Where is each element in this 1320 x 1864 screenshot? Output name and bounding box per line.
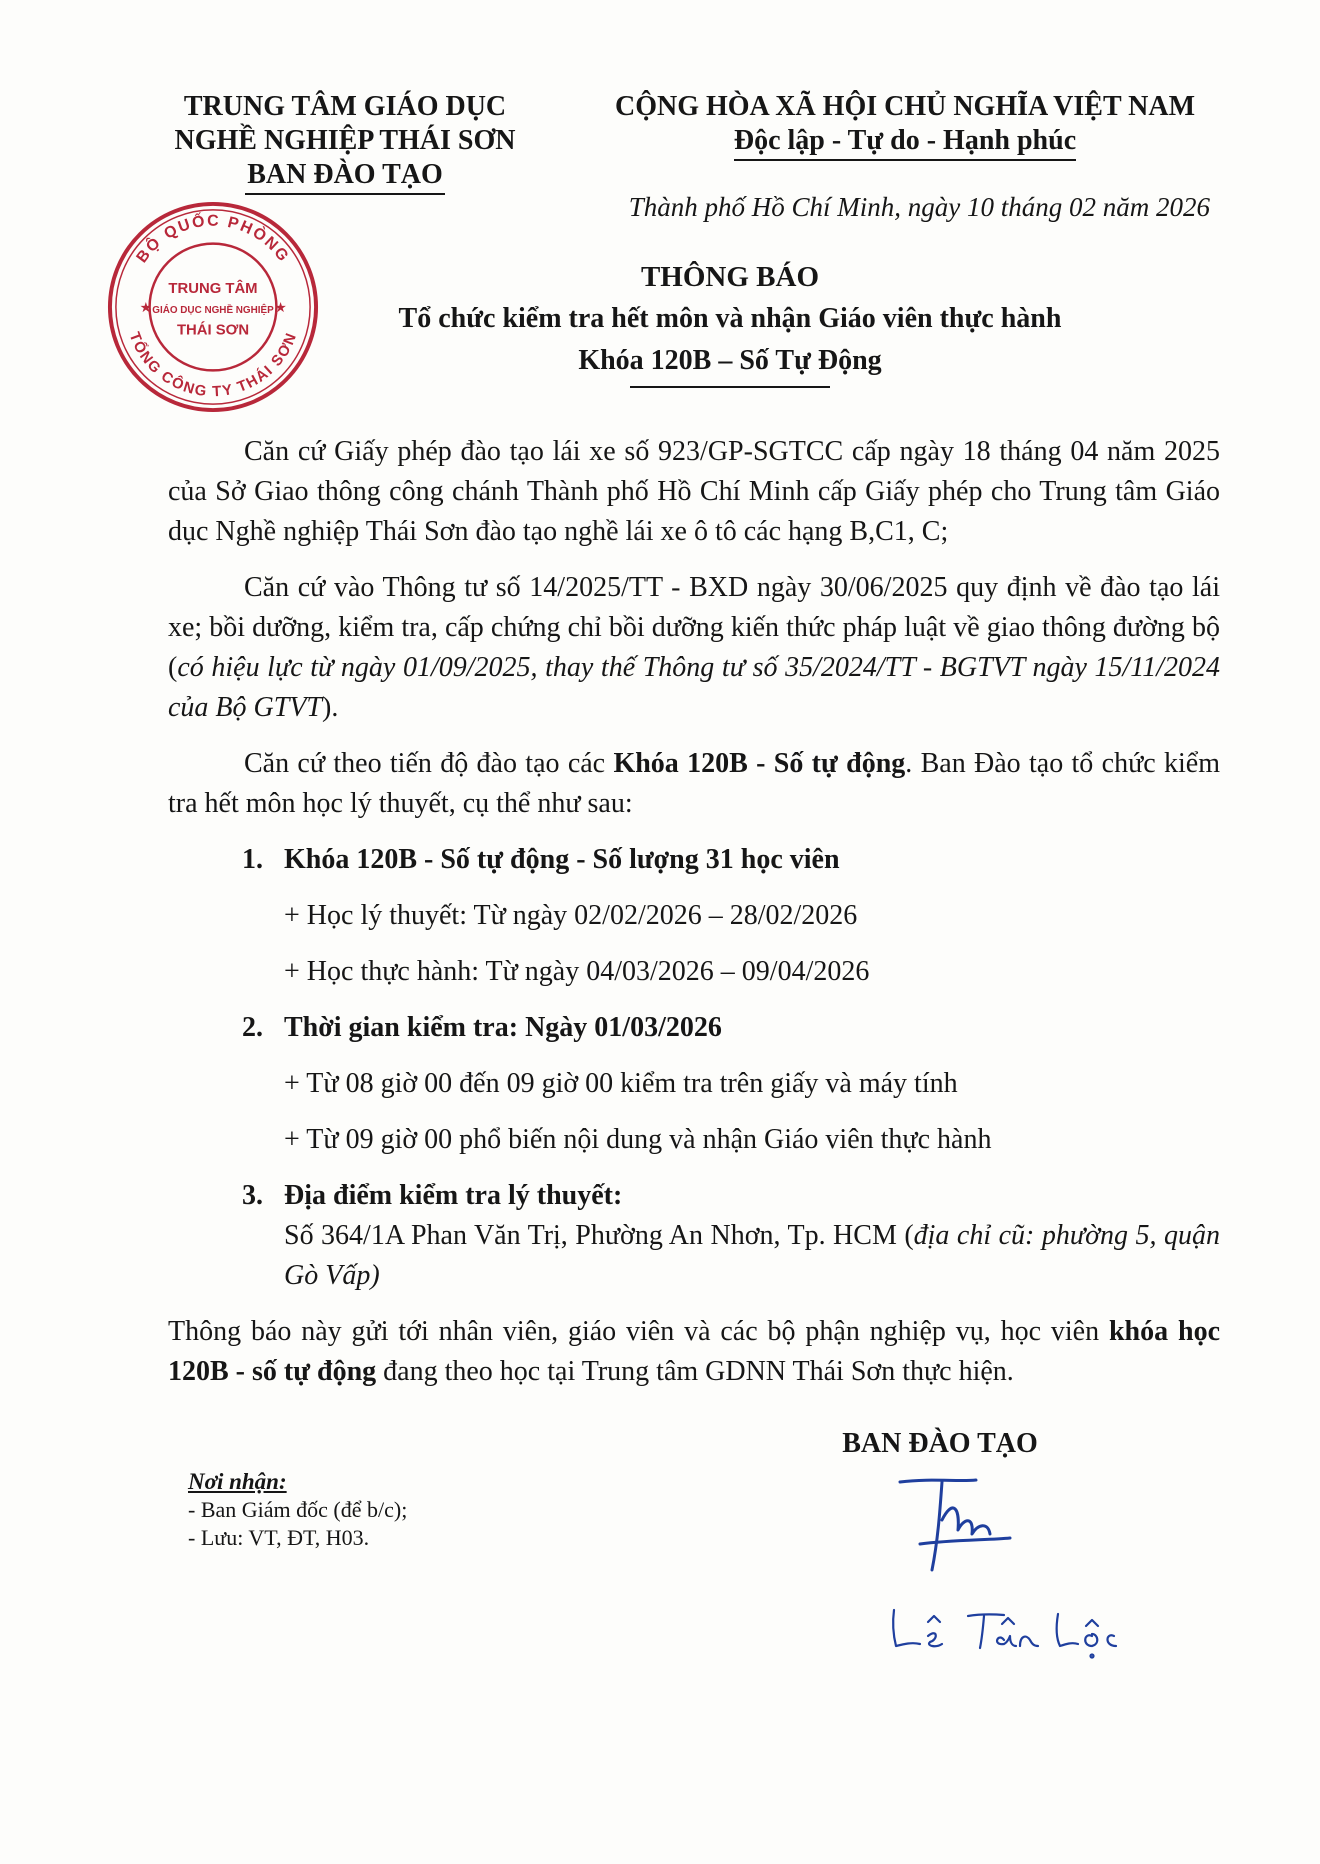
practice-schedule: + Học thực hành: Từ ngày 04/03/2026 – 09/04/2026 [284,956,870,987]
seal-inner-line-1: TRUNG TÂM [168,281,258,298]
list-number-3: 3. [242,1180,263,1211]
seal-inner-line-3: THÁI SƠN [176,322,250,339]
theory-schedule: + Học lý thuyết: Từ ngày 02/02/2026 – 28/02/2026 [284,900,858,931]
org-line-1: TRUNG TÂM GIÁO DỤC [183,91,507,122]
list-number-1: 1. [242,844,263,875]
issuing-organization [150,90,540,195]
place-and-date: Thành phố Hồ Chí Minh, ngày 10 tháng 02 năm 2026 [628,192,1210,222]
seal-star-right: ★ [274,298,287,315]
seal-inner-line-2: GIÁO DỤC NGHỀ NGHIỆP [152,304,274,316]
address-close-paren: ) [370,1260,380,1291]
closing-text-bold: khóa học 120B - số tự động [168,1316,1220,1387]
country-name: CỘNG HÒA XÃ HỘI CHỦ NGHĨA VIỆT NAM [614,91,1196,122]
list-item-course [242,840,1220,992]
seal-star-left: ★ [139,298,153,315]
p2-text-italic: có hiệu lực từ ngày 01/09/2025, thay thế Thông tư số 35/2024/TT - BGTVT ngày 15/11/2024 của Bộ GTVT [168,652,1220,723]
paragraph-legal-basis-1: Căn cứ Giấy phép đào tạo lái xe số 923/GP-SGTCC cấp ngày 18 tháng 04 năm 2025 của Sở Giao thông công chánh Thành phố Hồ Chí Minh cấp Giấy phép cho Trung tâm Giáo dục Nghề nghiệp Thái Sơn đào tạo nghề lái xe ô tô các hạng B,C1, C; [168,436,1220,547]
closing-paragraph [168,1312,1220,1392]
p2-text-b: ). [322,692,339,723]
p2-text-a: Căn cứ vào Thông tư số 14/2025/TT - BXD ngày 30/06/2025 quy định về đào tạo lái xe; bồi dưỡng, kiểm tra, cấp chứng chỉ bồi dưỡng kiến thức pháp luật về giao thông đường bộ ( [168,572,1220,683]
exam-session-2: + Từ 09 giờ 00 phổ biến nội dung và nhận Giáo viên thực hành [284,1124,992,1155]
org-line-2: NGHỀ NGHIỆP THÁI SƠN [174,125,516,156]
list-item-exam-time [242,1008,1220,1160]
list-number-2: 2. [242,1012,263,1043]
signature-title: BAN ĐÀO TẠO [842,1428,1038,1459]
seal-outer-top-text: BỘ QUỐC PHÒNG [133,212,293,267]
old-address-text: địa chỉ cũ: phường 5, quận Gò Vấp [284,1220,1221,1291]
list-heading-2: Thời gian kiểm tra: Ngày 01/03/2026 [284,1012,722,1043]
list-item-location [242,1176,1220,1296]
details-list [168,840,1220,1296]
paragraph-legal-basis-2 [168,568,1220,728]
closing-text-b: đang theo học tại Trung tâm GDNN Thái Sơn thực hiện. [376,1356,1014,1387]
p3-text-bold: Khóa 120B - Số tự động [613,748,906,779]
recipients-title: Nơi nhận: [188,1469,287,1494]
notice-body [168,432,1220,1408]
closing-text-a: Thông báo này gửi tới nhân viên, giáo viên và các bộ phận nghiệp vụ, học viên [168,1316,1109,1347]
department-name: BAN ĐÀO TẠO [245,158,445,195]
exam-session-1: + Từ 08 giờ 00 đến 09 giờ 00 kiểm tra trên giấy và máy tính [284,1068,958,1099]
notice-subject: Tổ chức kiểm tra hết môn và nhận Giáo viên thực hành [398,303,1062,334]
seal-outer-bottom-text: TỔNG CÔNG TY THÁI SƠN [125,330,301,401]
notice-course: Khóa 120B – Số Tự Động [578,345,882,376]
paragraph-legal-basis-3 [168,744,1220,824]
title-underline [630,386,830,388]
handwritten-signature [880,1470,1130,1670]
recipient-item: - Lưu: VT, ĐT, H03. [188,1525,370,1550]
list-heading-1: Khóa 120B - Số tự động - Số lượng 31 học viên [284,844,840,875]
national-motto: Độc lập - Tự do - Hạnh phúc [734,124,1076,161]
address-text: Số 364/1A Phan Văn Trị, Phường An Nhơn, Tp. HCM ( [284,1220,914,1251]
national-header [560,90,1250,161]
list-heading-3: Địa điểm kiểm tra lý thuyết: [284,1180,623,1211]
notice-title: THÔNG BÁO [640,261,820,293]
recipient-item: - Ban Giám đốc (để b/c); [188,1497,408,1522]
recipients-block [188,1468,588,1552]
p3-text-b: . Ban Đào tạo tổ chức kiểm tra hết môn học lý thuyết, cụ thể như sau: [168,748,1220,819]
notice-title-block [290,256,1170,388]
exam-address [284,1216,1220,1296]
p3-text-a: Căn cứ theo tiến độ đào tạo các [244,748,614,779]
